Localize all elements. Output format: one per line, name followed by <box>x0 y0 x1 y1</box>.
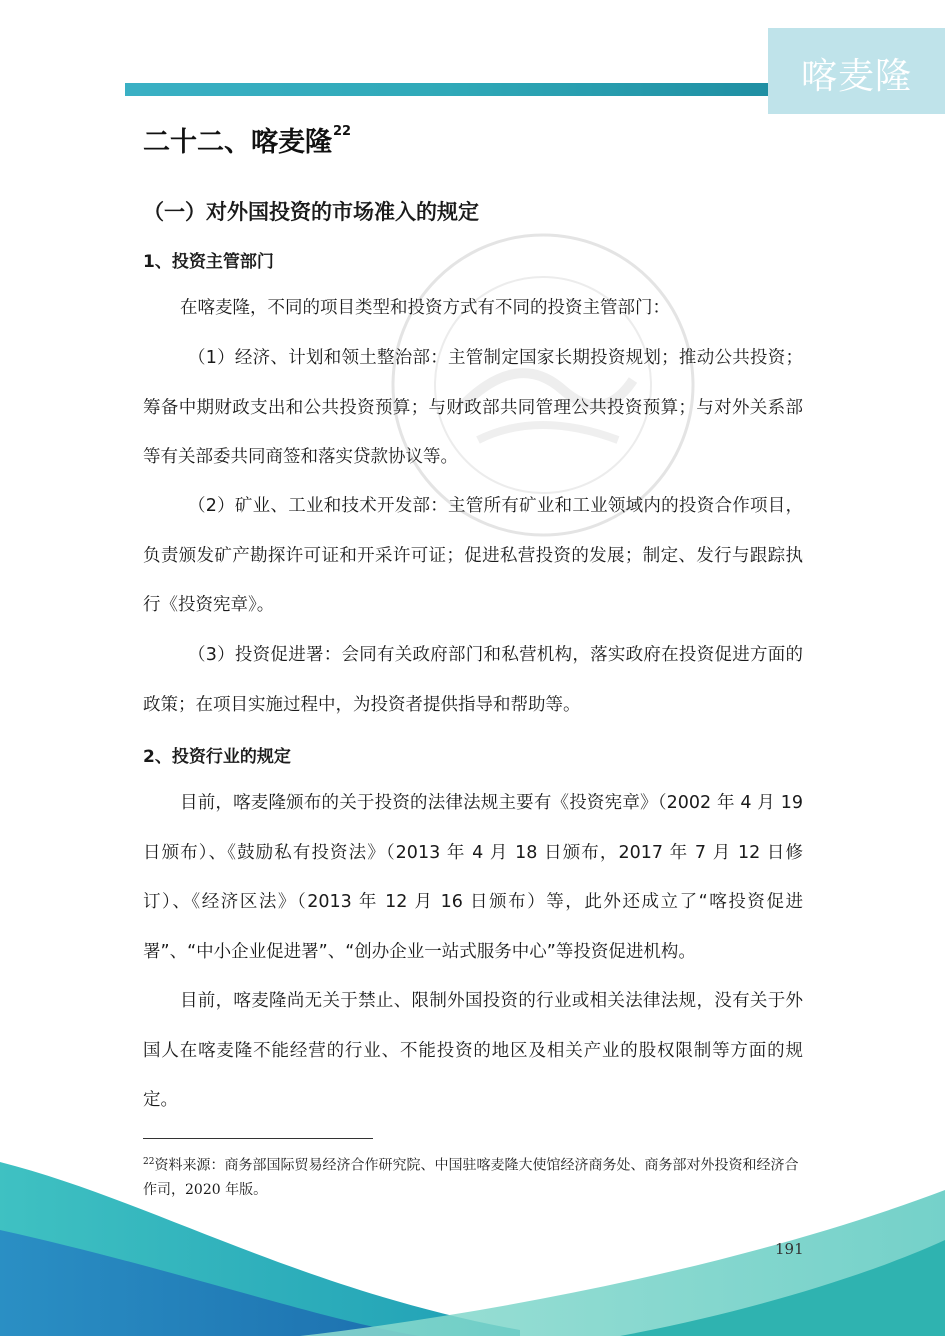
subsection-heading-2: 2、投资行业的规定 <box>143 747 291 767</box>
department-item-1: （1）经济、计划和领土整治部：主管制定国家长期投资规划；推动公共投资；筹备中期财政支出和公共投资预算；与财政部共同管理公共投资预算；与对外关系部等有关部委共同商签和落实贷款协议等。 <box>143 348 803 467</box>
page-number: 191 <box>775 1240 804 1258</box>
footnote-divider <box>143 1138 373 1139</box>
subsection1-intro: 在喀麦隆，不同的项目类型和投资方式有不同的投资主管部门： <box>180 298 670 318</box>
footer-wave-decoration <box>0 1140 945 1336</box>
regulation-paragraph-1: 目前，喀麦隆颁布的关于投资的法律法规主要有《投资宪章》（2002 年 4 月 19 日颁布）、《鼓励私有投资法》（2013 年 4 月 18 日颁布，2017 年 7 月 12 日修订）、《经济区法》（2013 年 12 月 16 日颁布）等，此外还成立了“喀投资促进署”、“中小企业促进署”、“创办企业一站式服务中心”等投资促进机构。 <box>143 793 803 962</box>
chapter-title <box>143 120 351 159</box>
chapter-title-text: 二十二、喀麦隆 <box>143 127 332 158</box>
header-accent-bar <box>125 83 770 96</box>
country-tab-label: 喀麦隆 <box>800 56 912 97</box>
section-title: （一）对外国投资的市场准入的规定 <box>143 200 479 224</box>
country-tab <box>768 28 945 114</box>
regulation-paragraph-2: 目前，喀麦隆尚无关于禁止、限制外国投资的行业或相关法律法规，没有关于外国人在喀麦隆不能经营的行业、不能投资的地区及相关产业的股权限制等方面的规定。 <box>143 991 803 1110</box>
department-item-3: （3）投资促进署：会同有关政府部门和私营机构，落实政府在投资促进方面的政策；在项目实施过程中，为投资者提供指导和帮助等。 <box>143 645 803 715</box>
department-item-2: （2）矿业、工业和技术开发部：主管所有矿业和工业领域内的投资合作项目，负责颁发矿产勘探许可证和开采许可证；促进私营投资的发展；制定、发行与跟踪执行《投资宪章》。 <box>143 496 803 615</box>
chapter-footnote-ref: 22 <box>333 124 352 139</box>
footnote-number: 22 <box>143 1157 155 1167</box>
footnote-text: 资料来源：商务部国际贸易经济合作研究院、中国驻喀麦隆大使馆经济商务处、商务部对外投资和经济合作司，2020 年版。 <box>143 1157 799 1198</box>
subsection-heading-1: 1、投资主管部门 <box>143 252 274 272</box>
